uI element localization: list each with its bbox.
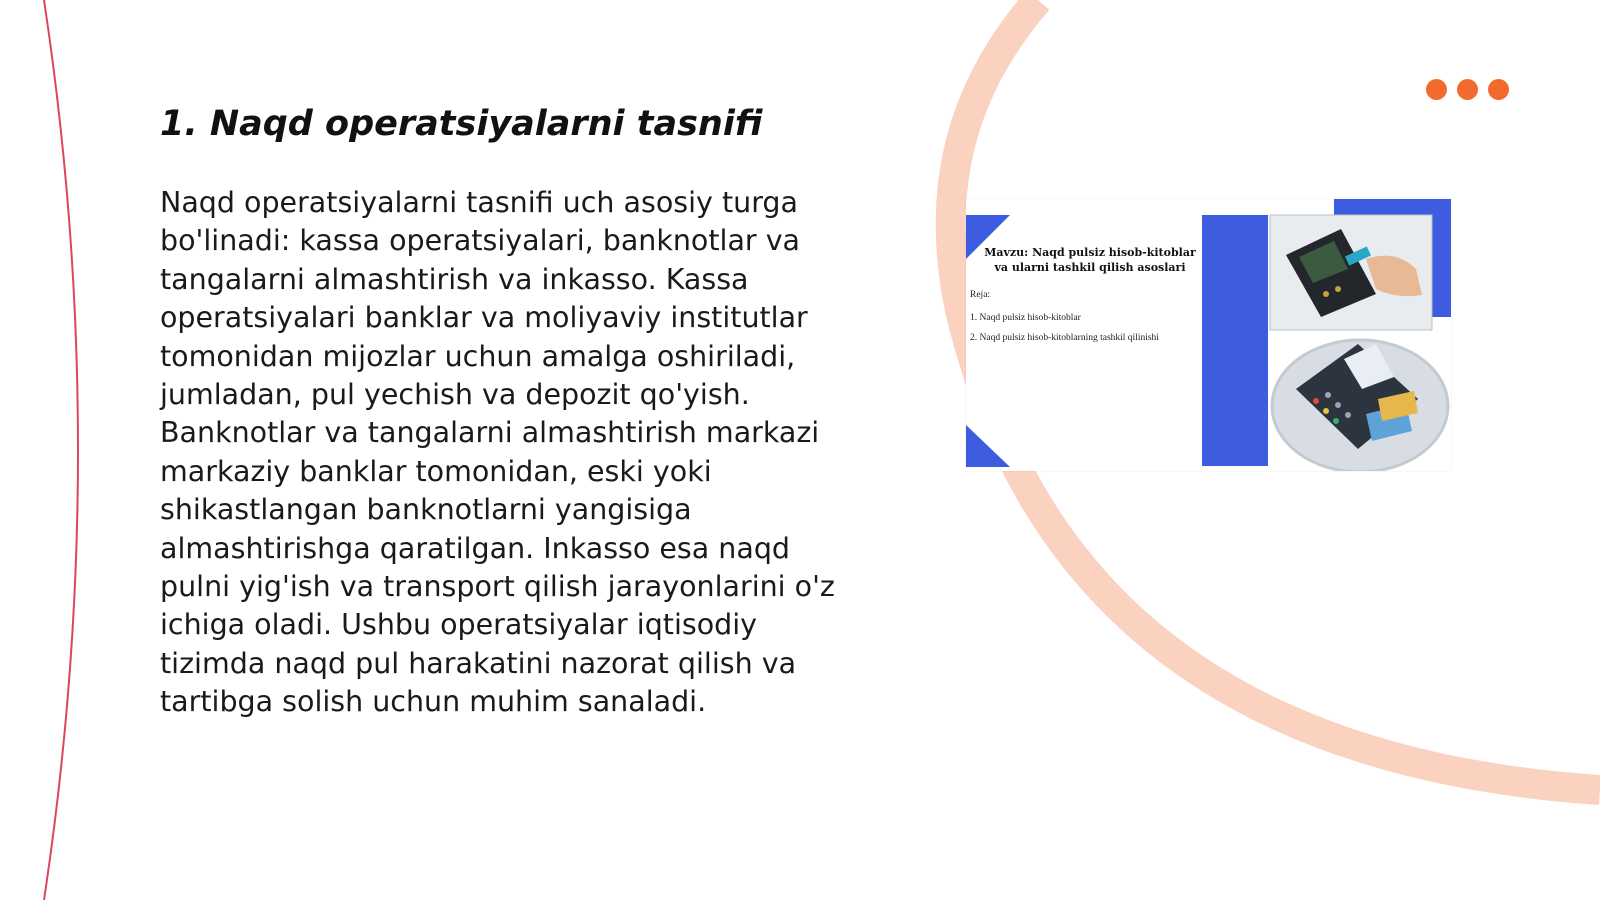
thumbnail-plan-list	[970, 308, 1159, 348]
slide-thumbnail	[966, 199, 1451, 471]
pos-terminal-photo-icon	[1272, 340, 1448, 471]
card-terminal-photo-icon	[1270, 215, 1432, 330]
page-title: 1. Naqd operatsiyalarni tasnifi	[160, 104, 763, 144]
thumbnail-title: Mavzu: Naqd pulsiz hisob-kitoblar va ularni tashkil qilish asoslari	[984, 246, 1196, 274]
blue-bar	[1202, 215, 1268, 466]
body-paragraph: Naqd operatsiyalarni tasnifi uch asosiy turga bo'linadi: kassa operatsiyalari, banknotlar va tangalarni almashtirish va inkasso. Kassa operatsiyalari banklar va moliyaviy institutlar tomonidan mijozlar uchun amalga oshiriladi, jumladan, pul yechish va depozit qo'yish. Banknotlar va tangalarni almashtirish markazi markaziy banklar tomonidan, eski yoki shikastlangan banknotlarni yangisiga almashtirishga qaratilgan. Inkasso esa naqd pulni yig'ish va transport qilish jarayonlarini o'z ichiga oladi. Ushbu operatsiyalar iqtisodiy tizimda naqd pul harakatini nazorat qilish va tartibga solish uchun muhim sanaladi.	[160, 186, 835, 719]
dot	[1488, 79, 1509, 100]
corner-triangle-bottom	[966, 425, 1010, 467]
more-options-dots-icon	[1426, 79, 1509, 100]
list-item: 1. Naqd pulsiz hisob-kitoblar	[970, 313, 1081, 323]
left-edge-curve	[44, 0, 78, 900]
list-item: 2. Naqd pulsiz hisob-kitoblarning tashkil qilinishi	[970, 333, 1159, 343]
dot	[1457, 79, 1478, 100]
thumbnail-plan-label: Reja:	[970, 290, 991, 300]
dot	[1426, 79, 1447, 100]
